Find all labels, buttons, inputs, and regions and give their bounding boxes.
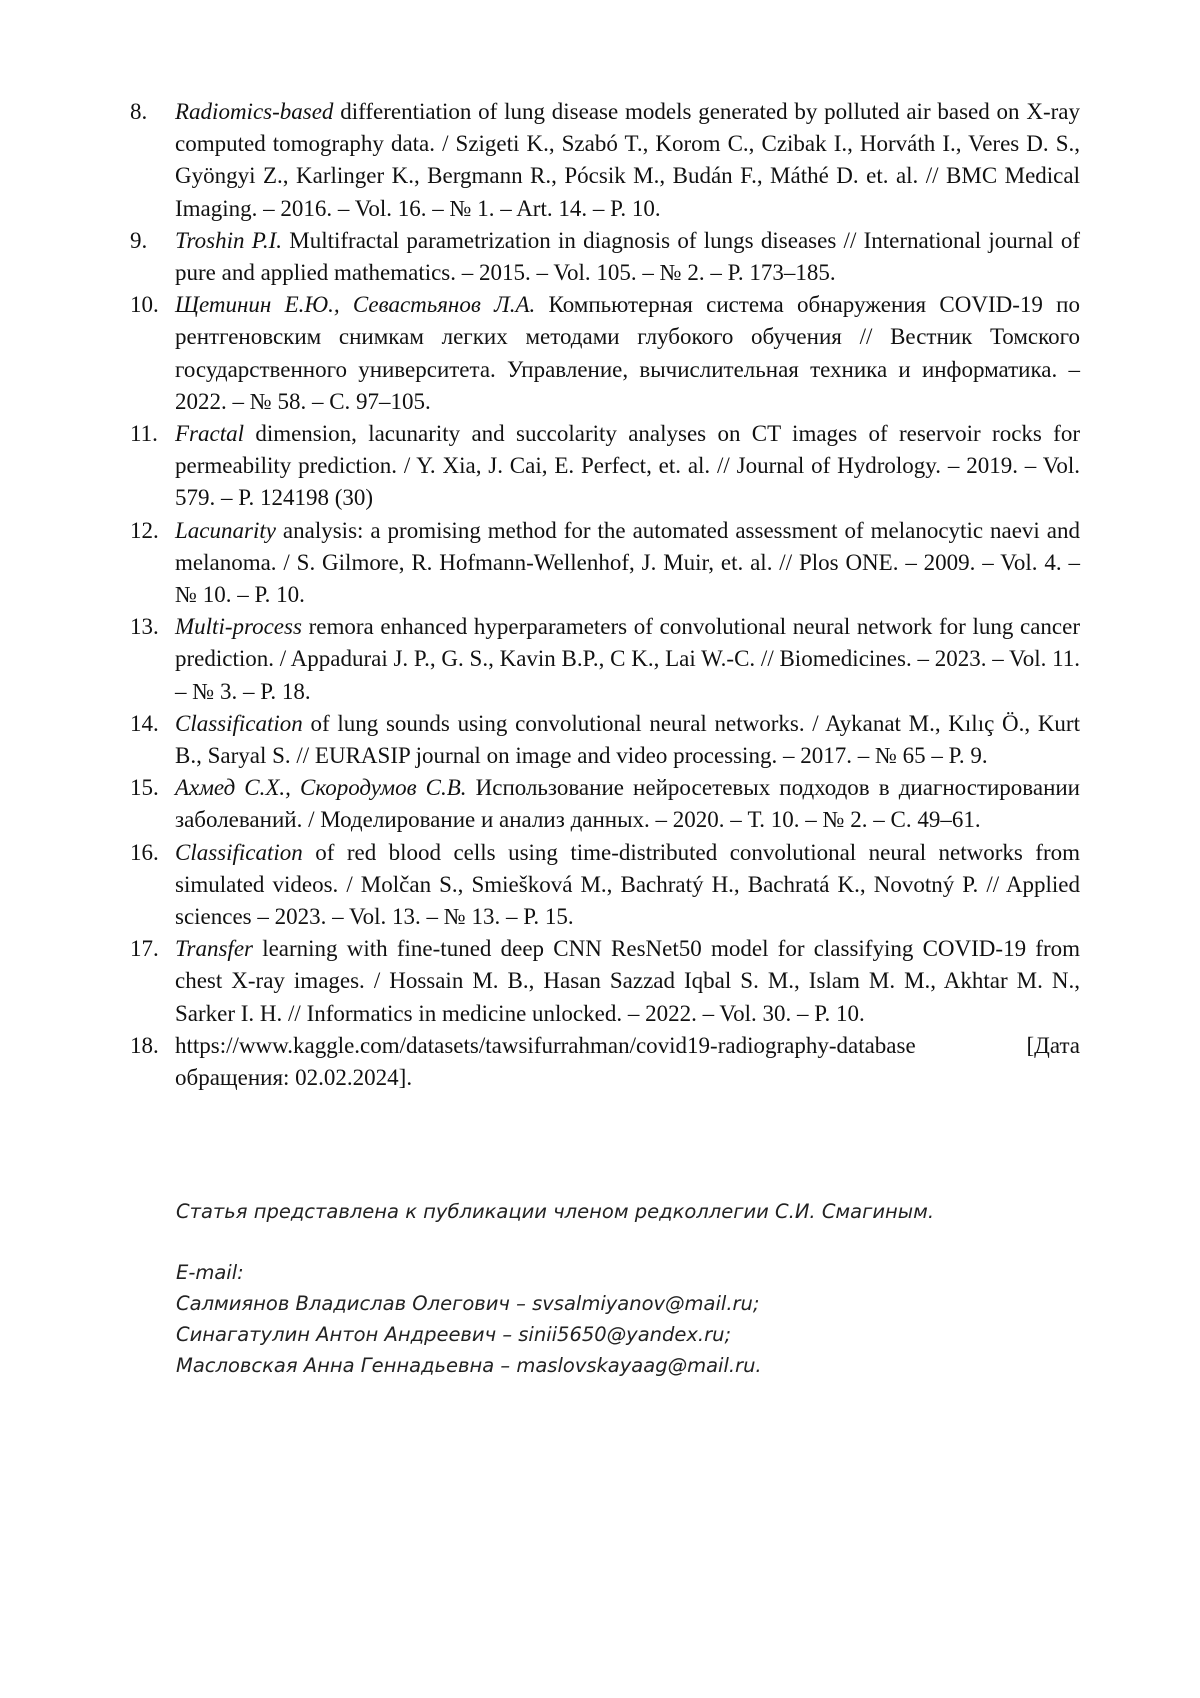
reference-number: 10. [130, 292, 159, 318]
email-line: Салмиянов Владислав Олегович – svsalmiyanov@mail.ru; [176, 1292, 760, 1315]
reference-number: 13. [130, 614, 159, 640]
email-block [176, 1257, 1076, 1381]
reference-lead: Transfer [175, 936, 253, 962]
email-line: Масловская Анна Геннадьевна – maslovskayaag@mail.ru. [176, 1354, 762, 1377]
reference-text[interactable]: https://www.kaggle.com/datasets/tawsifurrahman/covid19-radiography-database [Дата обращения: 02.02.2024]. [175, 1032, 1080, 1091]
reference-item [130, 289, 1080, 418]
reference-lead: Classification [175, 710, 303, 736]
reference-text: dimension, lacunarity and succolarity analyses on CT images of reservoir rocks for permeability prediction. / Y. Xia, J. Cai, E. Perfect, et. al. // Journal of Hydrology. – 2019. – Vol. 579. – P. 124198 (30) [175, 421, 1080, 511]
reference-lead: Classification [175, 839, 303, 865]
reference-text: learning with fine-tuned deep CNN ResNet50 model for classifying COVID-19 from chest X-ray images. / Hossain M. B., Hasan Sazzad Iqbal S. M., Islam M. M., Akhtar M. N., Sarker I. H. // Informatics in medicine unlocked. – 2022. – Vol. 30. – P. 10. [175, 936, 1080, 1026]
reference-list [130, 96, 1080, 1094]
reference-number: 9. [130, 227, 148, 253]
reference-number: 14. [130, 710, 159, 736]
reference-number: 17. [130, 936, 159, 962]
reference-text: analysis: a promising method for the automated assessment of melanocytic naevi and melanoma. / S. Gilmore, R. Hofmann-Wellenhof, J. Muir, et. al. // Plos ONE. – 2009. – Vol. 4. – № 10. – P. 10. [175, 517, 1080, 608]
reference-number: 18. [130, 1032, 159, 1058]
reference-item [130, 1030, 1080, 1094]
reference-number: 16. [130, 839, 159, 865]
email-heading: E-mail: [176, 1261, 244, 1284]
reference-item [130, 225, 1080, 289]
reference-item [130, 933, 1080, 1030]
reference-text: Использование нейросетевых подходов в диагностировании заболеваний. / Моделирование и анализ данных. – 2020. – Т. 10. – № 2. – С. 49–61. [175, 775, 1080, 833]
reference-text: of lung sounds using convolutional neural networks. / Aykanat M., Kılıç Ö., Kurt B., Saryal S. // EURASIP journal on image and video processing. – 2017. – № 65 – P. 9. [175, 710, 1080, 769]
reference-item [130, 611, 1080, 708]
reference-number: 15. [130, 775, 159, 801]
reference-text: Multifractal parametrization in diagnosis of lungs diseases // International journal of pure and applied mathematics. – 2015. – Vol. 105. – № 2. – P. 173–185. [175, 227, 1080, 286]
reference-item [130, 837, 1080, 934]
submission-note: Статья представлена к публикации членом редколлегии С.И. Смагиным. [176, 1200, 935, 1223]
reference-text: differentiation of lung disease models generated by polluted air based on X-ray computed tomography data. / Szigeti K., Szabó T., Korom C., Czibak I., Horváth I., Veres D. S., Gyöngyi Z., Karlinger K., Bergmann R., Pócsik M., Budán F., Máthé D. et. al. // BMC Medical Imaging. – 2016. – Vol. 16. – № 1. – Art. 14. – P. 10. [175, 99, 1080, 221]
reference-item [130, 418, 1080, 515]
reference-item [130, 708, 1080, 772]
reference-number: 12. [130, 517, 159, 543]
email-line: Синагатулин Антон Андреевич – sinii5650@yandex.ru; [176, 1323, 732, 1346]
reference-number: 11. [130, 421, 158, 447]
reference-lead: Troshin P.I. [175, 227, 282, 253]
reference-lead: Щетинин Е.Ю., Севастьянов Л.А. [175, 292, 536, 318]
reference-lead: Multi-process [175, 614, 302, 640]
reference-item [130, 772, 1080, 836]
reference-lead: Fractal [175, 421, 244, 447]
reference-lead: Lacunarity [175, 517, 276, 543]
reference-item [130, 515, 1080, 612]
reference-text: of red blood cells using time-distributed convolutional neural networks from simulated videos. / Molčan S., Smiešková M., Bachratý H., Bachratá K., Novotný P. // Applied sciences – 2023. – Vol. 13. – № 13. – P. 15. [175, 839, 1080, 930]
reference-item [130, 96, 1080, 225]
reference-text: Компьютерная система обнаружения COVID-19 по рентгеновским снимкам легких методами глубокого обучения // Вестник Томского государственного университета. Управление, вычислительная техника и информатика. – 2022. – № 58. – С. 97–105. [175, 292, 1080, 414]
reference-lead: Ахмед С.Х., Скородумов С.В. [175, 775, 467, 801]
reference-text: remora enhanced hyperparameters of convolutional neural network for lung cancer prediction. / Appadurai J. P., G. S., Kavin B.P., C K., Lai W.-C. // Biomedicines. – 2023. – Vol. 11. – № 3. – P. 18. [175, 614, 1080, 704]
reference-lead: Radiomics-based [175, 99, 334, 124]
reference-number: 8. [130, 99, 148, 124]
